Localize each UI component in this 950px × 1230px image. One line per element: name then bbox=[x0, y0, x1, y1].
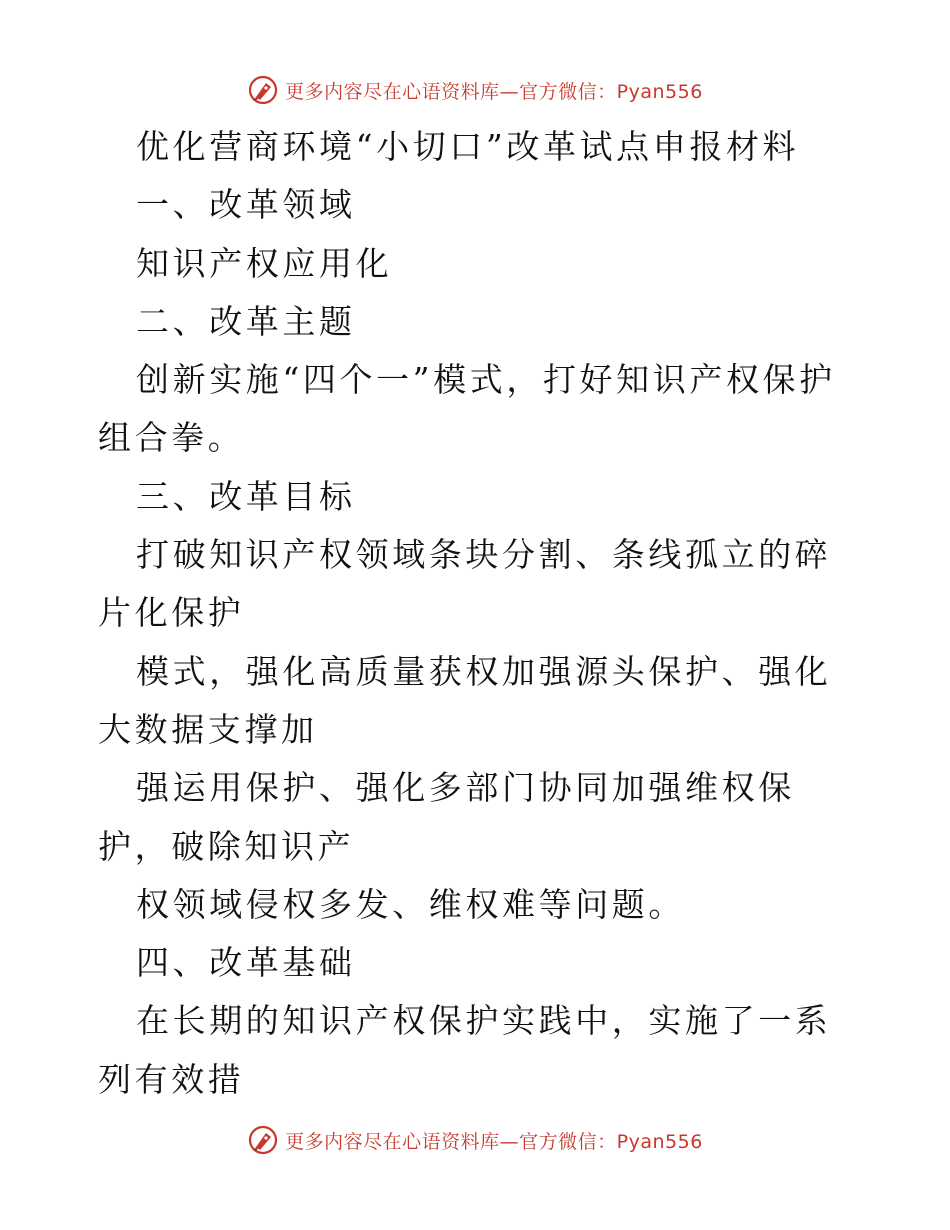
footer-banner-text: 更多内容尽在心语资料库—官方微信：Pyan556 bbox=[285, 1130, 703, 1153]
paragraph: 模式，强化高质量获权加强源头保护、强化大数据支撑加 bbox=[98, 651, 832, 749]
section-heading: 三、改革目标 bbox=[136, 476, 356, 516]
header-banner-text: 更多内容尽在心语资料库—官方微信：Pyan556 bbox=[285, 80, 703, 103]
header-banner bbox=[0, 70, 950, 110]
section-heading: 二、改革主题 bbox=[136, 301, 356, 341]
pen-nib-logo-icon bbox=[247, 74, 279, 106]
paragraph: 创新实施“四个一”模式，打好知识产权保护组合拳。 bbox=[98, 360, 836, 458]
footer-banner bbox=[0, 1120, 950, 1160]
section-heading: 四、改革基础 bbox=[136, 943, 356, 983]
document-title: 优化营商环境“小切口”改革试点申报材料 bbox=[136, 127, 800, 166]
paragraph: 打破知识产权领域条块分割、条线孤立的碎片化保护 bbox=[98, 535, 832, 633]
section-heading: 一、改革领域 bbox=[136, 185, 356, 225]
pen-nib-logo-icon bbox=[247, 1124, 279, 1156]
paragraph: 强运用保护、强化多部门协同加强维权保护，破除知识产 bbox=[98, 768, 795, 866]
paragraph: 在长期的知识产权保护实践中，实施了一系列有效措 bbox=[98, 1001, 832, 1099]
paragraph: 知识产权应用化 bbox=[136, 243, 393, 283]
paragraph: 权领域侵权多发、维权难等问题。 bbox=[136, 884, 685, 924]
document-body bbox=[98, 118, 858, 1109]
